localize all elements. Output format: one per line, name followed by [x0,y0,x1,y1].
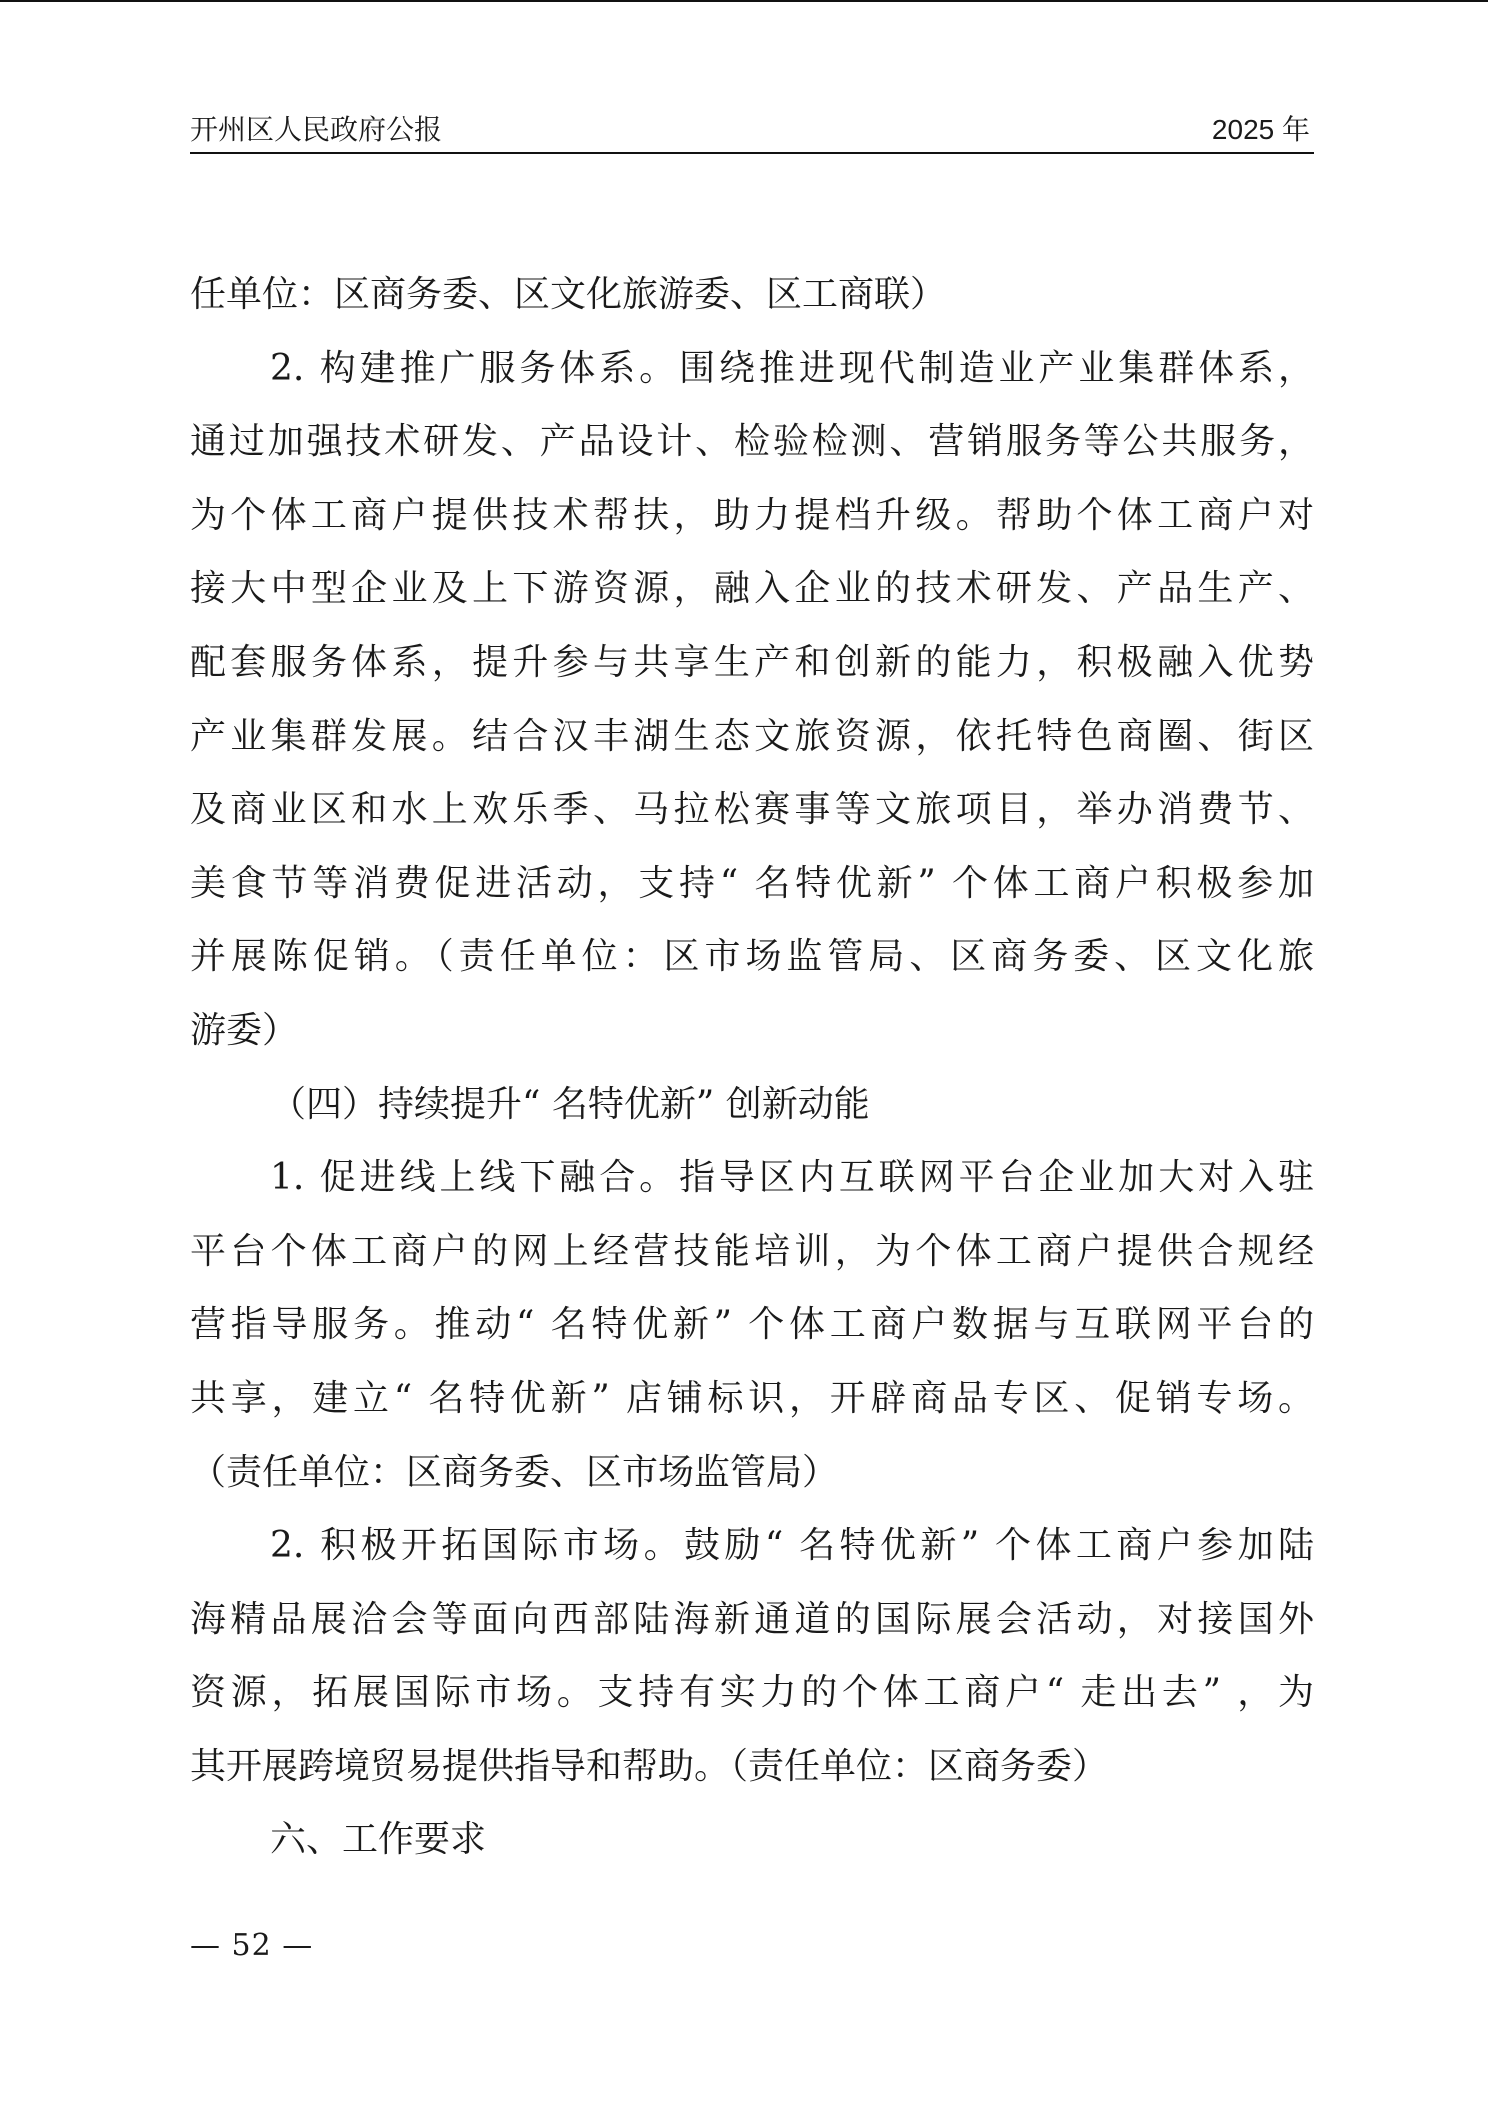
text-line: 美食节等消费促进活动，支持“ 名特优新” 个体工商户积极参加 [190,862,1314,904]
text-line: 为个体工商户提供技术帮扶，助力提档升级。帮助个体工商户对 [190,494,1314,536]
text-line: 资源，拓展国际市场。支持有实力的个体工商户“ 走出去” ，为 [190,1672,1314,1714]
gazette-title: 开州区人民政府公报 [190,113,443,146]
text-line: 接大中型企业及上下游资源，融入企业的技术研发、产品生产、 [190,568,1314,610]
text-line: 通过加强技术研发、产品设计、检验检测、营销服务等公共服务， [190,421,1314,463]
text-line: 2. 构建推广服务体系。围绕推进现代制造业产业集群体系， [270,347,1314,389]
text-line: 及商业区和水上欢乐季、马拉松赛事等文旅项目，举办消费节、 [190,789,1314,831]
section-heading: 六、工作要求 [270,1819,487,1861]
text-line: 并展陈促销。（责任单位：区市场监管局、区商务委、区文化旅 [190,936,1314,978]
section-heading: （四）持续提升“ 名特优新” 创新动能 [270,1083,870,1125]
page-number: — 52 — [190,1928,314,1963]
text-line: 营指导服务。推动“ 名特优新” 个体工商户数据与互联网平台的 [190,1304,1314,1346]
text-line: 配套服务体系，提升参与共享生产和创新的能力，积极融入优势 [190,641,1314,683]
text-line: 平台个体工商户的网上经营技能培训，为个体工商户提供合规经 [190,1230,1314,1272]
text-line: 游委） [190,1009,299,1051]
document-body [190,258,1314,1877]
text-line: 2. 积极开拓国际市场。鼓励“ 名特优新” 个体工商户参加陆 [270,1525,1314,1567]
text-line: 任单位：区商务委、区文化旅游委、区工商联） [190,274,947,315]
text-line: （责任单位：区商务委、区市场监管局） [190,1451,839,1493]
text-line: 海精品展洽会等面向西部陆海新通道的国际展会活动，对接国外 [190,1598,1314,1640]
text-line: 产业集群发展。结合汉丰湖生态文旅资源，依托特色商圈、街区 [190,715,1314,757]
page-header [190,110,1314,154]
text-line: 共享，建立“ 名特优新” 店铺标识，开辟商品专区、促销专场。 [190,1377,1314,1419]
text-line: 其开展跨境贸易提供指导和帮助。（责任单位：区商务委） [190,1745,1109,1787]
text-line: 1. 促进线上线下融合。指导区内互联网平台企业加大对入驻 [270,1157,1314,1199]
gazette-year: 2025 年 [1211,114,1310,145]
